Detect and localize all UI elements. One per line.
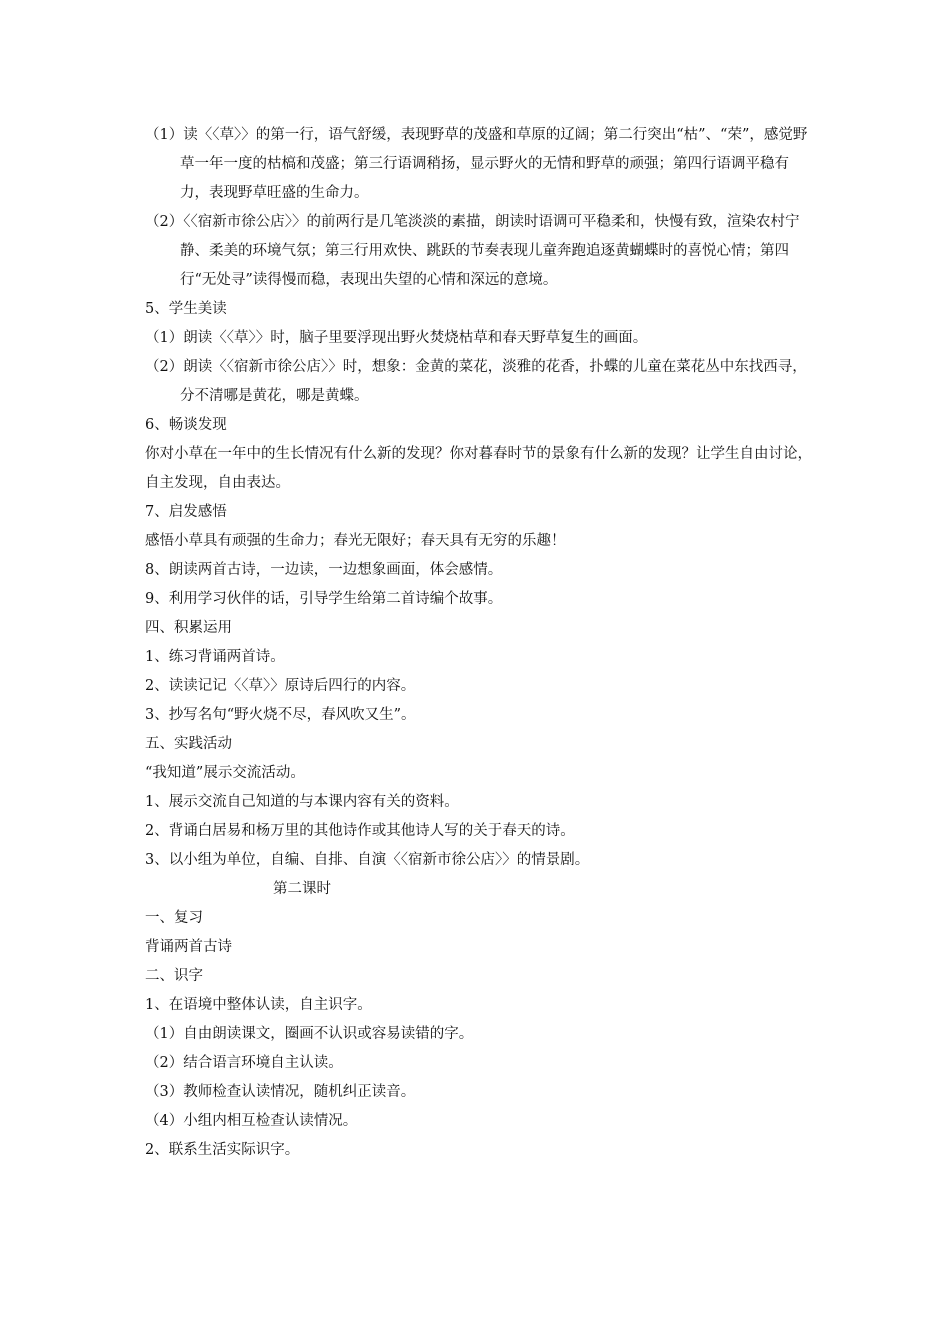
step-8-text: 8、朗读两首古诗，一边读，一边想象画面，体会感情。 xyxy=(145,562,503,578)
step-9-text: 9、利用学习伙伴的话，引导学生给第二首诗编个故事。 xyxy=(145,591,503,607)
document-body xyxy=(145,121,815,1165)
step-5-item-2: （2）朗读〈〈宿新市徐公店〉〉时，想象：金黄的菜花，淡雅的花香，扑蝶的儿童在菜花丛中东找西寻，分不清哪是黄花，哪是黄蝶。 xyxy=(145,359,807,404)
step-6-text: 你对小草在一年中的生长情况有什么新的发现？你对暮春时节的景象有什么新的发现？让学生自由讨论，自主发现，自由表达。 xyxy=(145,446,812,491)
step-5-heading: 5、学生美读 xyxy=(145,301,227,317)
section-5-item-3: 3、以小组为单位，自编、自排、自演〈〈宿新市徐公店〉〉的情景剧。 xyxy=(145,852,590,868)
step-7-text: 感悟小草具有顽强的生命力；春光无限好；春天具有无穷的乐趣！ xyxy=(145,533,566,549)
review-text: 背诵两首古诗 xyxy=(145,939,232,955)
step-5-item-1: （1）朗读〈〈草〉〉时，脑子里要浮现出野火焚烧枯草和春天野草复生的画面。 xyxy=(145,330,648,346)
literacy-heading: 二、识字 xyxy=(145,968,203,984)
literacy-subitem-4: （4）小组内相互检查认读情况。 xyxy=(145,1113,358,1129)
lesson-2-title: 第二课时 xyxy=(273,881,331,897)
literacy-subitem-3: （3）教师检查认读情况，随机纠正读音。 xyxy=(145,1084,416,1100)
literacy-item-2: 2、联系生活实际识字。 xyxy=(145,1142,300,1158)
section-5-item-1: 1、展示交流自己知道的与本课内容有关的资料。 xyxy=(145,794,459,810)
literacy-subitem-1: （1）自由朗读课文，圈画不认识或容易读错的字。 xyxy=(145,1026,474,1042)
reading-guide-xinshi: （2）〈〈宿新市徐公店〉〉的前两行是几笔淡淡的素描，朗读时语调可平稳柔和，快慢有致，渲染农村宁静、柔美的环境气氛；第三行用欢快、跳跃的节奏表现儿童奔跑追逐黄蝴蝶时的喜悦心情；第四行“无处寻”读得慢而稳，表现出失望的心情和深远的意境。 xyxy=(145,214,800,288)
step-7-heading: 7、启发感悟 xyxy=(145,504,227,520)
section-4-item-2: 2、读读记记〈〈草〉〉原诗后四行的内容。 xyxy=(145,678,416,694)
section-5-item-2: 2、背诵白居易和杨万里的其他诗作或其他诗人写的关于春天的诗。 xyxy=(145,823,575,839)
section-4-heading: 四、积累运用 xyxy=(145,620,232,636)
review-heading: 一、复习 xyxy=(145,910,203,926)
literacy-item-1: 1、在语境中整体认读，自主识字。 xyxy=(145,997,372,1013)
section-4-item-1: 1、练习背诵两首诗。 xyxy=(145,649,285,665)
reading-guide-cao: （1）读〈〈草〉〉的第一行，语气舒缓，表现野草的茂盛和草原的辽阔；第二行突出“枯”、“荣”，感觉野草一年一度的枯槁和茂盛；第三行语调稍扬，显示野火的无情和野草的顽强；第四行语调平稳有力，表现野草旺盛的生命力。 xyxy=(145,127,808,201)
step-6-heading: 6、畅谈发现 xyxy=(145,417,227,433)
section-4-item-3: 3、抄写名句“野火烧不尽，春风吹又生”。 xyxy=(145,707,416,723)
section-5-intro: “我知道”展示交流活动。 xyxy=(145,765,305,781)
literacy-subitem-2: （2）结合语言环境自主认读。 xyxy=(145,1055,343,1071)
section-5-heading: 五、实践活动 xyxy=(145,736,232,752)
